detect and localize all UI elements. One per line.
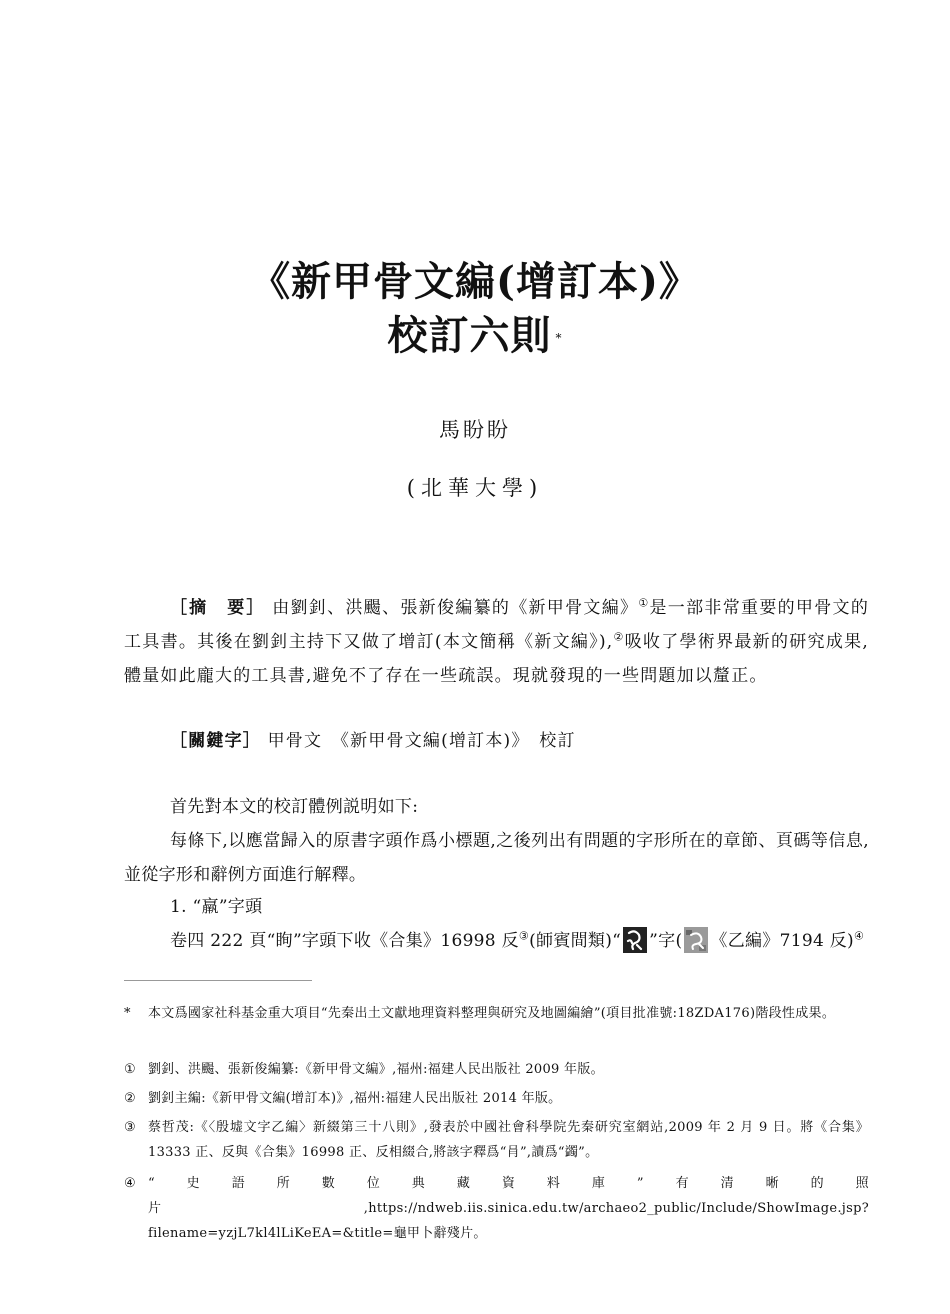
article-title-line2	[0, 312, 950, 360]
footnote-2-mark: ②	[124, 1091, 136, 1106]
p4-text-a: 卷四 222 頁“眴”字頭下收《合集》16998 反	[170, 931, 519, 951]
footnote-ref-3: ③	[518, 929, 530, 943]
footnote-4	[124, 1171, 869, 1246]
author-name: 馬盼盼	[439, 418, 511, 442]
footnote-3-text: 蔡哲茂:《〈殷墟文字乙編〉新綴第三十八則》,發表於中國社會科學院先秦研究室網站,2009 年 2 月 9 日。將《合集》13333 正、反與《合集》16998 正、反相綴合,將該字釋爲“肙”,讀爲“蠲”。	[148, 1120, 869, 1160]
p4-text-c: ”字(	[649, 931, 683, 951]
footnote-ref-1: ①	[638, 596, 650, 610]
footnote-2-text: 劉釗主編:《新甲骨文編(增訂本)》,福州:福建人民出版社 2014 年版。	[148, 1091, 562, 1106]
abstract-text-a: 由劉釗、洪颺、張新俊編纂的《新甲骨文編》	[272, 598, 639, 618]
footnote-star-mark: *	[124, 1006, 131, 1021]
body-paragraph-4	[124, 924, 869, 958]
body-paragraph-1: 首先對本文的校訂體例説明如下:	[170, 797, 419, 817]
abstract-label: ［摘 要］	[170, 598, 266, 618]
abstract-text-c: 吸收了學術界最新的研究成果,體量如此龐大的工具書,避免不了存在一些疏誤。現就發現的一些問題加以釐正。	[124, 632, 870, 686]
section-heading-1: 1. “羸”字頭	[170, 897, 263, 917]
keywords-label: ［關鍵字］	[170, 731, 261, 751]
p4-text-b: (師賓間類)“	[529, 931, 622, 951]
footnote-1-text: 劉釗、洪颺、張新俊編纂:《新甲骨文編》,福州:福建人民出版社 2009 年版。	[148, 1062, 604, 1077]
title-footnote-star: *	[555, 331, 563, 345]
footnote-1-mark: ①	[124, 1062, 136, 1077]
p4-text-d: 《乙編》7194 反)	[710, 931, 854, 951]
footnote-4-mark: ④	[124, 1176, 136, 1191]
keywords	[124, 724, 869, 758]
footnote-3	[124, 1115, 869, 1165]
abstract-text-b: 是一部非常重要的甲骨文的工具書。其後在劉釗主持下又做了增訂(本文簡稱《新文編》),	[124, 598, 870, 652]
rubbing-glyph-icon	[684, 927, 708, 953]
author-affiliation: (北華大學)	[406, 476, 544, 500]
keywords-items: 甲骨文 《新甲骨文編(增訂本)》 校訂	[267, 731, 576, 751]
oracle-bone-glyph-icon	[623, 927, 647, 953]
title-line2-text: 校訂六則	[387, 312, 552, 359]
abstract	[124, 591, 869, 693]
footnote-ref-2: ②	[613, 630, 625, 644]
footnote-star	[124, 1001, 869, 1026]
footnote-star-text: 本文爲國家社科基金重大項目“先秦出土文獻地理資料整理與研究及地圖編繪”(項目批准號:18ZDA176)階段性成果。	[148, 1006, 836, 1021]
article-title-line1: 《新甲骨文編(增訂本)》	[250, 258, 700, 305]
footnote-3-mark: ③	[124, 1120, 136, 1135]
footnote-1	[124, 1057, 869, 1082]
footnote-4-text: “史語所數位典藏資料庫”有清晰的照片,https://ndweb.iis.sinica.edu.tw/archaeo2_public/Include/ShowImage.jsp?filename=yzjL7kl4lLiKeEA=&title=龜甲卜辭殘片。	[148, 1176, 869, 1241]
body-paragraph-2: 每條下,以應當歸入的原書字頭作爲小標題,之後列出有問題的字形所在的章節、頁碼等信息,並從字形和辭例方面進行解釋。	[124, 831, 869, 885]
footnote-2	[124, 1086, 869, 1111]
footnote-ref-4: ④	[854, 929, 865, 943]
footnote-divider	[124, 980, 312, 981]
